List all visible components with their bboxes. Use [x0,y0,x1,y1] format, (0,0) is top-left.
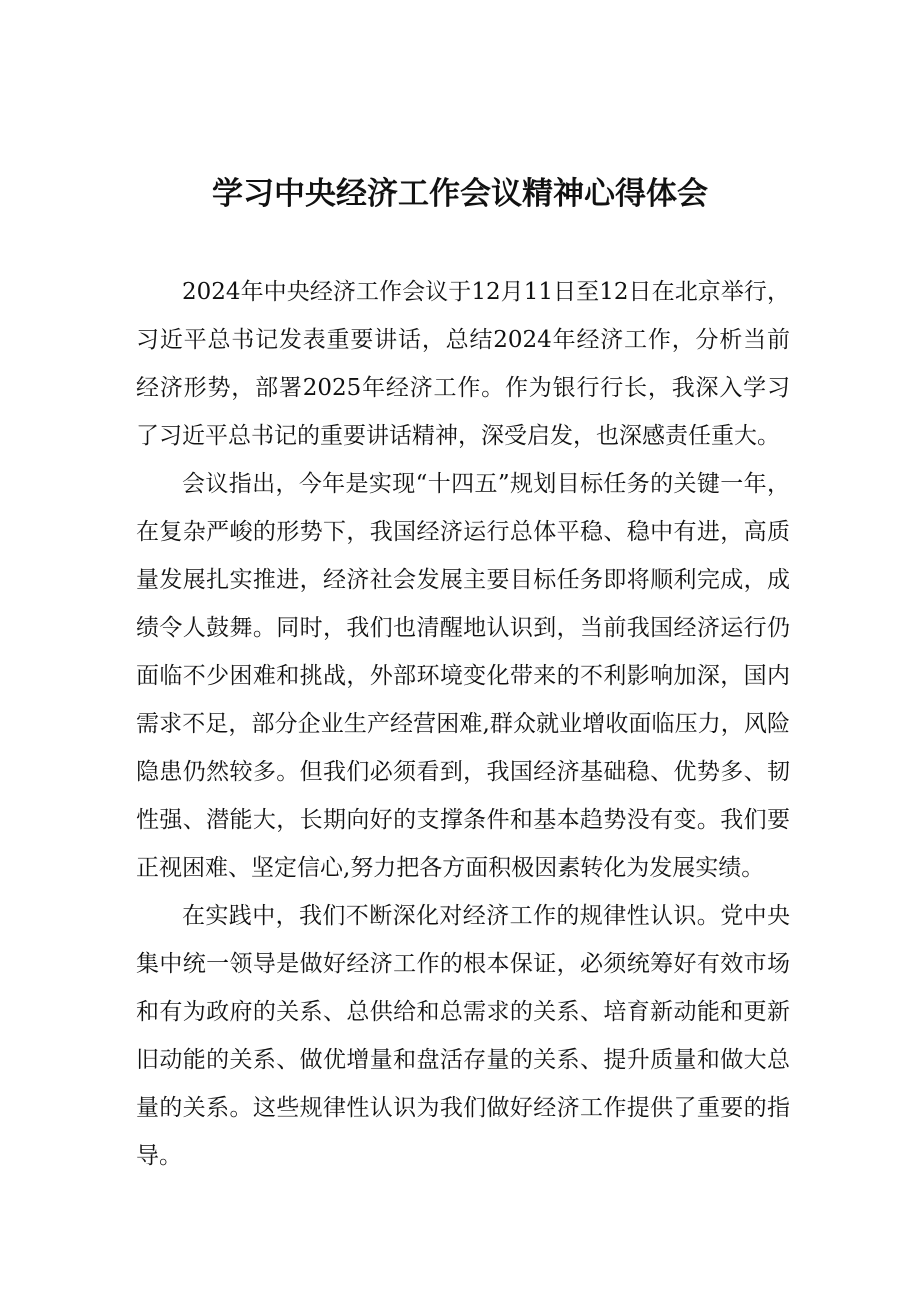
document-title: 学习中央经济工作会议精神心得体会 [212,176,708,212]
document-body [136,268,790,1180]
paragraph: 在实践中，我们不断深化对经济工作的规律性认识。党中央集中统一领导是做好经济工作的根本保证，必须统筹好有效市场和有为政府的关系、总供给和总需求的关系、培育新动能和更新旧动能的关系、做优增量和盘活存量的关系、提升质量和做大总量的关系。这些规律性认识为我们做好经济工作提供了重要的指导。 [136,903,790,1169]
paragraph: 2024年中央经济工作会议于12月11日至12日在北京举行，习近平总书记发表重要讲话，总结2024年经济工作，分析当前经济形势，部署2025年经济工作。作为银行行长，我深入学习了习近平总书记的重要讲话精神，深受启发，也深感责任重大。 [136,279,790,449]
paragraph: 会议指出，今年是实现“十四五”规划目标任务的关键一年，在复杂严峻的形势下，我国经济运行总体平稳、稳中有进，高质量发展扎实推进，经济社会发展主要目标任务即将顺利完成，成绩令人鼓舞。同时，我们也清醒地认识到，当前我国经济运行仍面临不少困难和挑战，外部环境变化带来的不利影响加深，国内需求不足，部分企业生产经营困难,群众就业增收面临压力，风险隐患仍然较多。但我们必须看到，我国经济基础稳、优势多、韧性强、潜能大，长期向好的支撑条件和基本趋势没有变。我们要正视困难、坚定信心,努力把各方面积极因素转化为发展实绩。 [136,471,790,881]
